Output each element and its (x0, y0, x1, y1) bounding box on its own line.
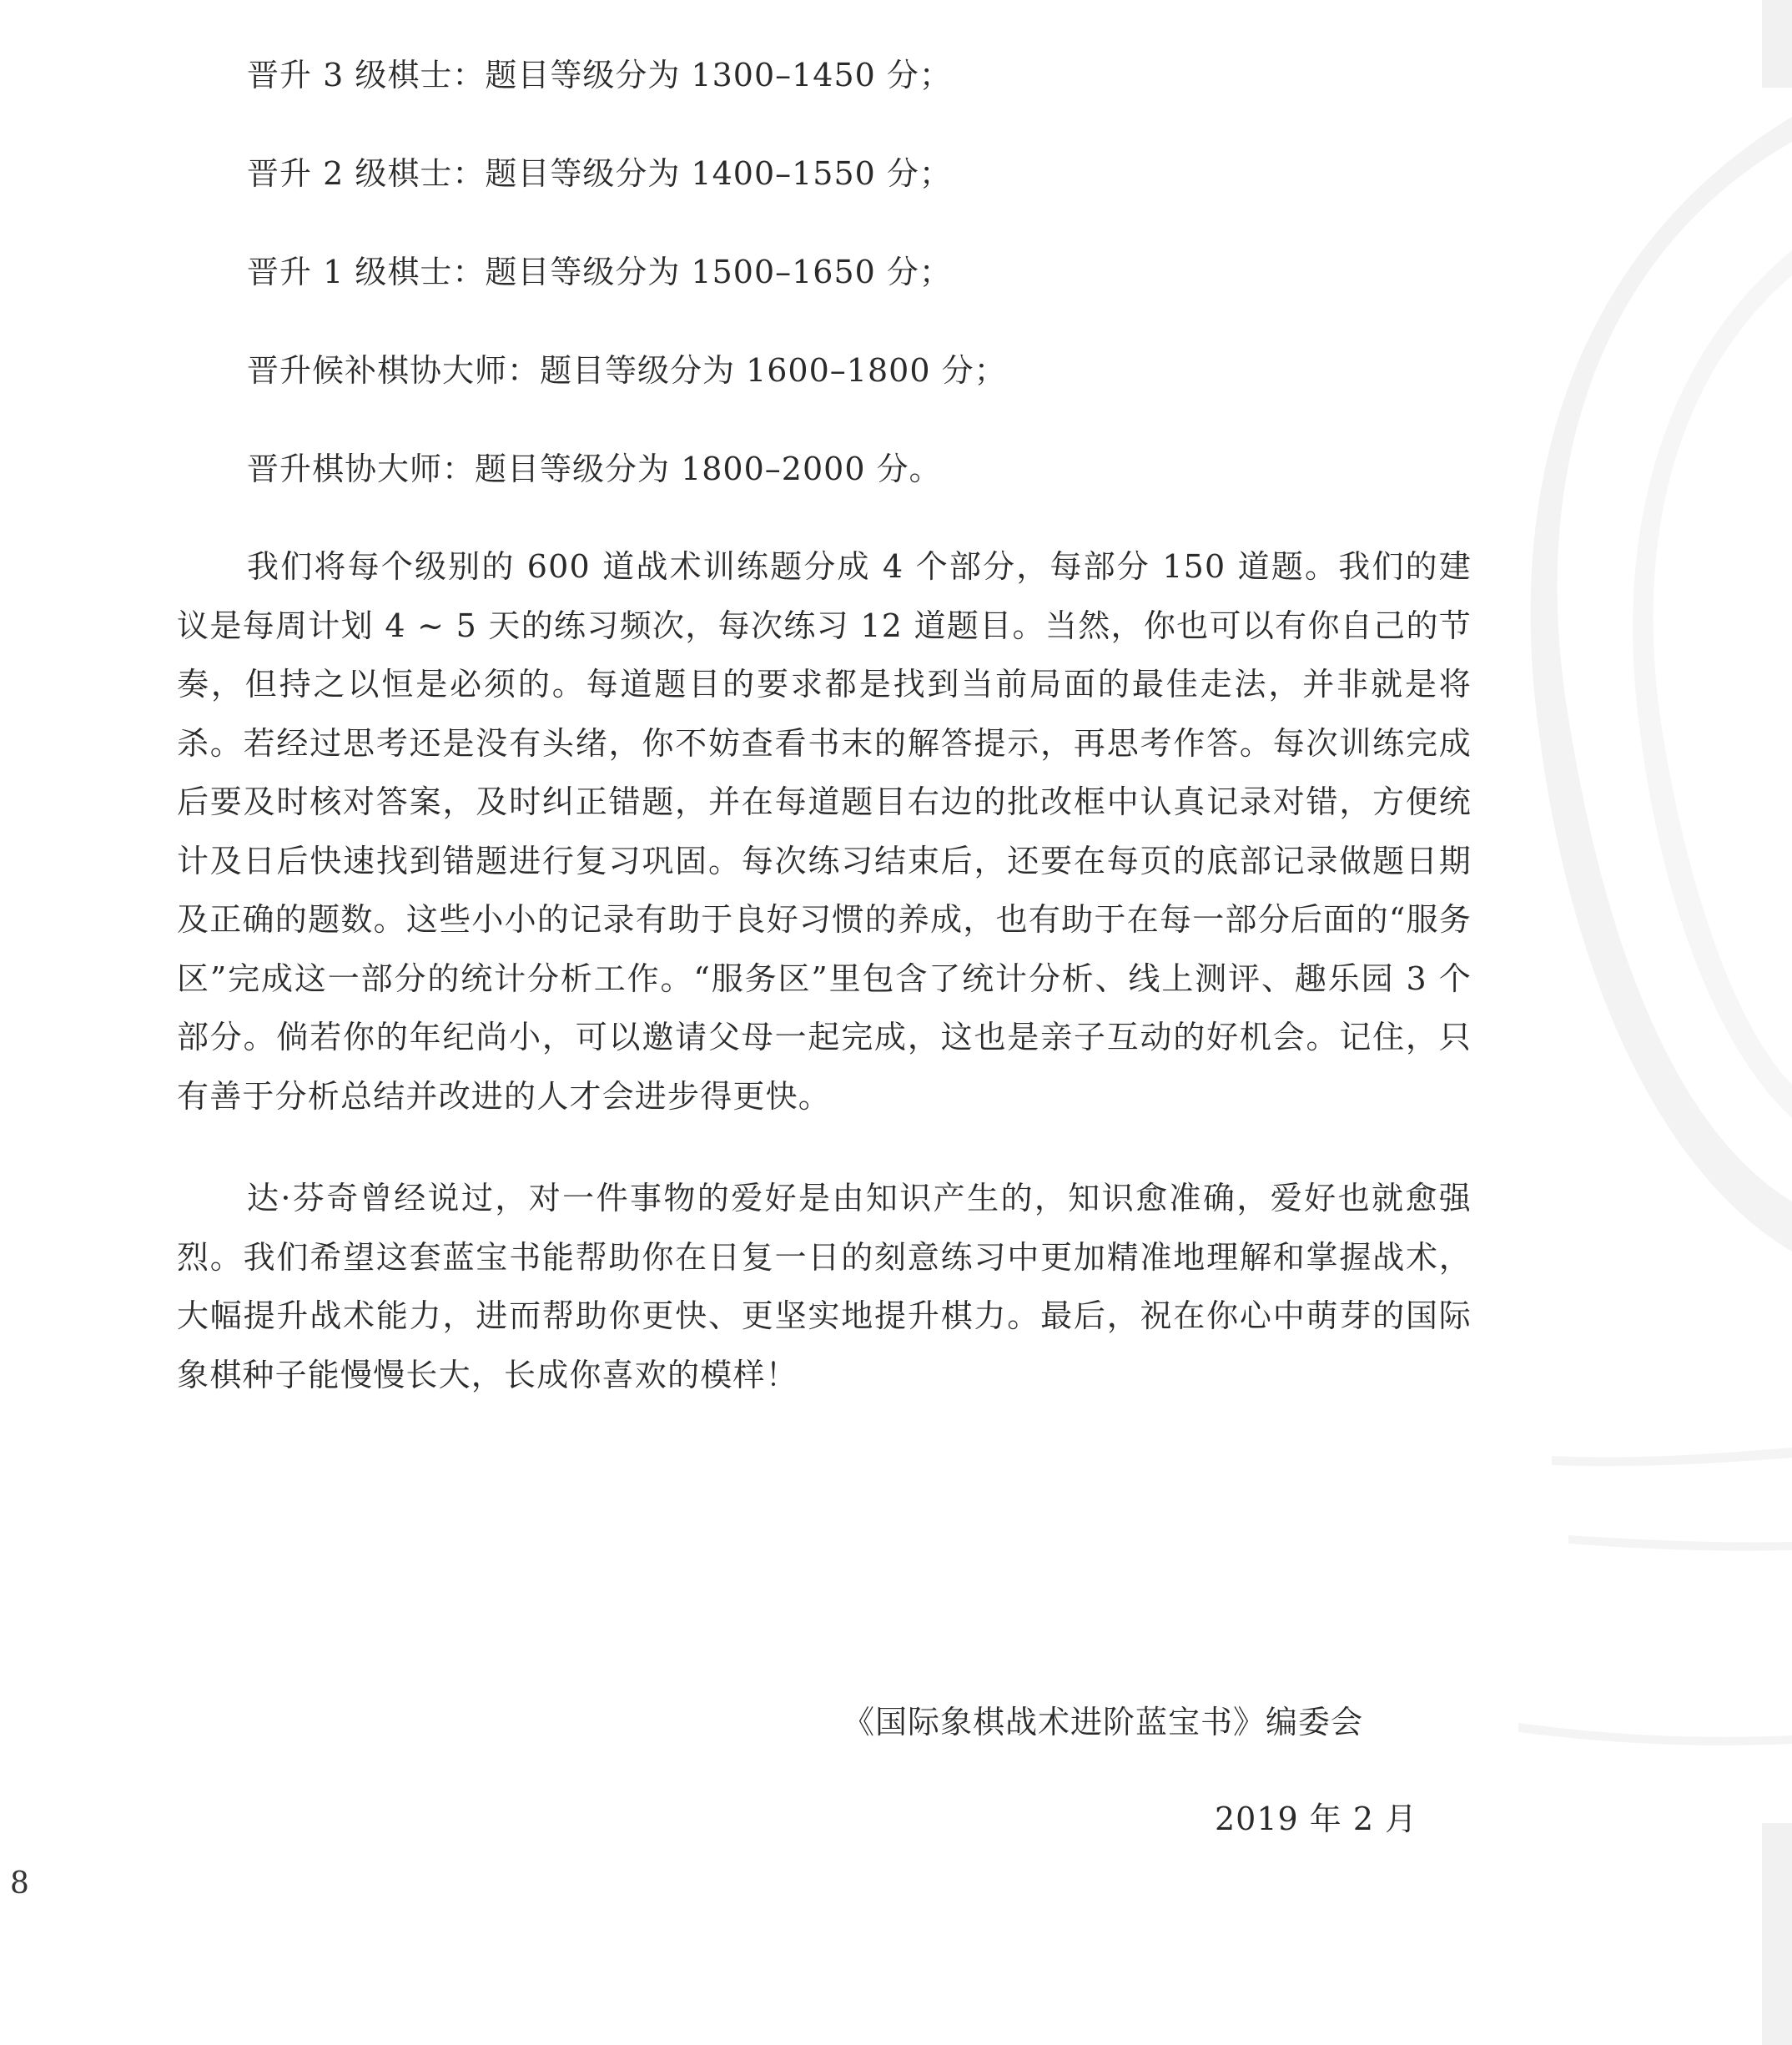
level-line: 晋升 3 级棋士：题目等级分为 1300–1450 分； (247, 57, 952, 93)
date: 2019 年 2 月 (1215, 1801, 1418, 1837)
body-paragraph: 达·芬奇曾经说过，对一件事物的爱好是由知识产生的，知识愈准确，爱好也就愈强烈。我们希望这套蓝宝书能帮助你在日复一日的刻意练习中更加精准地理解和掌握战术，大幅提升战术能力，进而帮助你更快、更坚实地提升棋力。最后，祝在你心中萌芽的国际象棋种子能慢慢长大，长成你喜欢的模样！ (177, 1180, 1472, 1393)
signature: 《国际象棋战术进阶蓝宝书》编委会 (843, 1704, 1364, 1740)
body-paragraph: 我们将每个级别的 600 道战术训练题分成 4 个部分，每部分 150 道题。我们的建议是每周计划 4 ~ 5 天的练习频次，每次练习 12 道题目。当然，你也可以有你自己的节奏，但持之以恒是必须的。每道题目的要求都是找到当前局面的最佳走法，并非就是将杀。若经过思考还是没有头绪，你不妨查看书末的解答提示，再思考作答。每次训练完成后要及时核对答案，及时纠正错题，并在每道题目右边的批改框中认真记录对错，方便统计及日后快速找到错题进行复习巩固。每次练习结束后，还要在每页的底部记录做题日期及正确的题数。这些小小的记录有助于良好习惯的养成，也有助于在每一部分后面的“服务区”完成这一部分的统计分析工作。“服务区”里包含了统计分析、线上测评、趣乐园 3 个部分。倘若你的年纪尚小，可以邀请父母一起完成，这也是亲子互动的好机会。记住，只有善于分析总结并改进的人才会进步得更快。 (177, 548, 1472, 1115)
level-line: 晋升棋协大师：题目等级分为 1800–2000 分。 (247, 451, 942, 487)
level-line: 晋升 1 级棋士：题目等级分为 1500–1650 分； (247, 254, 952, 290)
page-number: 8 (10, 1866, 29, 1901)
level-line: 晋升候补棋协大师：题目等级分为 1600–1800 分； (247, 352, 1007, 389)
page-content (177, 50, 1472, 1404)
level-line: 晋升 2 级棋士：题目等级分为 1400–1550 分； (247, 155, 952, 192)
